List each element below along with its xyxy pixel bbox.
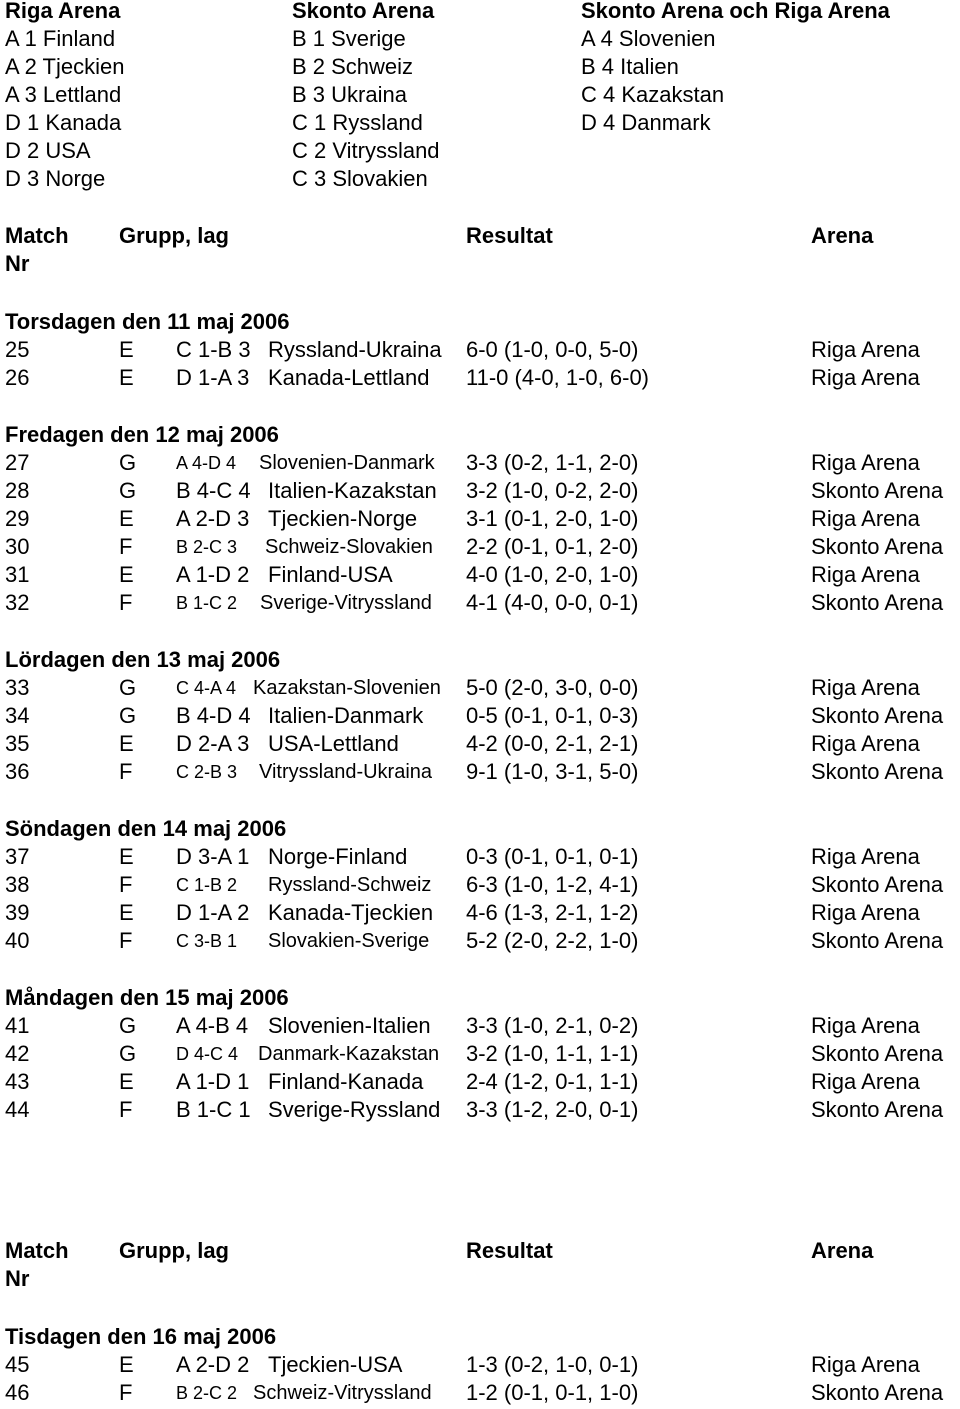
game-result: 1-2 (0-1, 0-1, 1-0): [466, 1380, 639, 1405]
game-arena: Skonto Arena: [811, 534, 944, 559]
game-nr: 34: [5, 703, 30, 728]
game-result: 3-2 (1-0, 1-1, 1-1): [466, 1041, 639, 1066]
game-arena: Skonto Arena: [811, 928, 944, 953]
game-nr: 35: [5, 731, 30, 756]
game-teams: Kanada-Tjeckien: [268, 900, 434, 925]
game-group: G: [119, 478, 137, 503]
game-arena: Riga Arena: [811, 337, 920, 362]
game-result: 11-0 (4-0, 1-0, 6-0): [466, 365, 650, 390]
day-title: Fredagen den 12 maj 2006: [5, 422, 279, 447]
game-teams: Ryssland-Schweiz: [268, 874, 432, 896]
game-nr: 33: [5, 675, 30, 700]
game-pair: B 1-C 1: [176, 1097, 251, 1122]
game-arena: Riga Arena: [811, 1069, 920, 1094]
game-group: F: [119, 1380, 133, 1405]
game-result: 0-3 (0-1, 0-1, 0-1): [466, 844, 639, 869]
arena-column-title: Skonto Arena och Riga Arena: [581, 0, 890, 23]
game-result: 3-3 (0-2, 1-1, 2-0): [466, 450, 639, 475]
game-nr: 42: [5, 1041, 30, 1066]
game-nr: 26: [5, 365, 30, 390]
game-nr: 28: [5, 478, 30, 503]
game-nr: 36: [5, 759, 30, 784]
game-group: G: [119, 450, 137, 475]
game-group: E: [119, 844, 134, 869]
game-result: 5-2 (2-0, 2-2, 1-0): [466, 928, 639, 953]
arena-team-item: C 1 Ryssland: [292, 110, 423, 135]
game-teams: Kazakstan-Slovenien: [253, 677, 441, 699]
game-group: E: [119, 1069, 134, 1094]
game-nr: 38: [5, 872, 30, 897]
game-group: G: [119, 675, 137, 700]
game-result: 1-3 (0-2, 1-0, 0-1): [466, 1352, 639, 1377]
game-group: G: [119, 703, 137, 728]
game-pair: A 4-D 4: [176, 453, 237, 473]
game-result: 3-3 (1-0, 2-1, 0-2): [466, 1013, 639, 1038]
game-nr: 46: [5, 1380, 30, 1405]
game-group: G: [119, 1013, 137, 1038]
game-nr: 30: [5, 534, 30, 559]
arena-team-item: B 3 Ukraina: [292, 82, 407, 107]
game-pair: B 4-C 4: [176, 478, 251, 503]
game-pair: A 2-D 2: [176, 1352, 250, 1377]
game-group: E: [119, 506, 134, 531]
game-pair: C 1-B 3: [176, 337, 251, 362]
game-arena: Skonto Arena: [811, 1380, 944, 1405]
game-arena: Skonto Arena: [811, 759, 944, 784]
game-teams: Danmark-Kazakstan: [258, 1043, 440, 1065]
game-teams: Schweiz-Vitryssland: [253, 1382, 432, 1404]
header-match: Match: [5, 1238, 69, 1263]
arena-team-item: A 4 Slovenien: [581, 26, 716, 51]
game-pair: A 4-B 4: [176, 1013, 249, 1038]
game-group: F: [119, 534, 133, 559]
arena-team-item: D 2 USA: [5, 138, 91, 163]
game-arena: Riga Arena: [811, 1352, 920, 1377]
game-group: E: [119, 337, 134, 362]
game-teams: Vitryssland-Ukraina: [259, 761, 433, 783]
game-nr: 45: [5, 1352, 30, 1377]
game-arena: Skonto Arena: [811, 1041, 944, 1066]
game-pair: D 1-A 2: [176, 900, 250, 925]
game-group: E: [119, 900, 134, 925]
game-group: F: [119, 872, 133, 897]
game-teams: Finland-Kanada: [268, 1069, 424, 1094]
arena-team-item: A 2 Tjeckien: [5, 54, 125, 79]
game-nr: 27: [5, 450, 30, 475]
game-result: 0-5 (0-1, 0-1, 0-3): [466, 703, 639, 728]
game-arena: Riga Arena: [811, 900, 920, 925]
arena-team-item: B 1 Sverige: [292, 26, 406, 51]
game-teams: Sverige-Ryssland: [268, 1097, 441, 1122]
arena-team-item: D 3 Norge: [5, 166, 106, 191]
header-nr: Nr: [5, 251, 30, 276]
game-teams: Finland-USA: [268, 562, 393, 587]
game-nr: 32: [5, 590, 30, 615]
game-nr: 40: [5, 928, 30, 953]
game-result: 6-3 (1-0, 1-2, 4-1): [466, 872, 639, 897]
game-arena: Riga Arena: [811, 506, 920, 531]
game-pair: A 1-D 1: [176, 1069, 250, 1094]
game-arena: Riga Arena: [811, 844, 920, 869]
game-pair: B 2-C 2: [176, 1383, 238, 1403]
arena-team-item: C 2 Vitryssland: [292, 138, 440, 163]
game-group: G: [119, 1041, 137, 1066]
game-result: 3-3 (1-2, 2-0, 0-1): [466, 1097, 639, 1122]
game-teams: Italien-Kazakstan: [268, 478, 437, 503]
game-pair: C 2-B 3: [176, 762, 238, 782]
header-match: Match: [5, 223, 69, 248]
day-title: Tisdagen den 16 maj 2006: [5, 1324, 277, 1349]
game-result: 4-1 (4-0, 0-0, 0-1): [466, 590, 639, 615]
arena-team-item: A 1 Finland: [5, 26, 116, 51]
arena-team-item: B 2 Schweiz: [292, 54, 414, 79]
game-nr: 41: [5, 1013, 30, 1038]
game-pair: B 2-C 3: [176, 537, 238, 557]
arena-column-title: Riga Arena: [5, 0, 121, 23]
game-pair: B 1-C 2: [176, 593, 238, 613]
header-group: Grupp, lag: [119, 1238, 229, 1263]
arena-team-item: B 4 Italien: [581, 54, 679, 79]
game-result: 9-1 (1-0, 3-1, 5-0): [466, 759, 639, 784]
game-nr: 29: [5, 506, 30, 531]
game-result: 6-0 (1-0, 0-0, 5-0): [466, 337, 639, 362]
game-pair: A 2-D 3: [176, 506, 250, 531]
game-pair: D 2-A 3: [176, 731, 250, 756]
game-pair: D 4-C 4: [176, 1044, 239, 1064]
game-teams: Slovakien-Sverige: [268, 930, 430, 952]
game-result: 4-6 (1-3, 2-1, 1-2): [466, 900, 639, 925]
game-pair: D 1-A 3: [176, 365, 250, 390]
game-pair: C 4-A 4: [176, 678, 237, 698]
game-group: F: [119, 1097, 133, 1122]
day-title: Torsdagen den 11 maj 2006: [5, 309, 290, 334]
game-result: 5-0 (2-0, 3-0, 0-0): [466, 675, 639, 700]
game-pair: A 1-D 2: [176, 562, 250, 587]
game-nr: 37: [5, 844, 30, 869]
game-result: 2-4 (1-2, 0-1, 1-1): [466, 1069, 639, 1094]
game-teams: Ryssland-Ukraina: [268, 337, 442, 362]
game-teams: USA-Lettland: [268, 731, 399, 756]
game-arena: Skonto Arena: [811, 703, 944, 728]
game-result: 4-2 (0-0, 2-1, 2-1): [466, 731, 639, 756]
game-teams: Tjeckien-USA: [268, 1352, 403, 1377]
game-teams: Schweiz-Slovakien: [265, 536, 433, 558]
game-group: E: [119, 562, 134, 587]
game-pair: B 4-D 4: [176, 703, 251, 728]
header-result: Resultat: [466, 1238, 553, 1263]
game-group: F: [119, 590, 133, 615]
game-nr: 25: [5, 337, 30, 362]
arena-column-title: Skonto Arena: [292, 0, 435, 23]
game-nr: 44: [5, 1097, 30, 1122]
day-title: Måndagen den 15 maj 2006: [5, 985, 289, 1010]
game-teams: Italien-Danmark: [268, 703, 424, 728]
game-group: E: [119, 731, 134, 756]
arena-team-item: D 4 Danmark: [581, 110, 711, 135]
game-teams: Kanada-Lettland: [268, 365, 430, 390]
game-result: 2-2 (0-1, 0-1, 2-0): [466, 534, 639, 559]
game-nr: 39: [5, 900, 30, 925]
game-result: 3-2 (1-0, 0-2, 2-0): [466, 478, 639, 503]
game-arena: Skonto Arena: [811, 872, 944, 897]
header-nr: Nr: [5, 1266, 30, 1291]
arena-team-item: C 3 Slovakien: [292, 166, 428, 191]
arena-team-item: C 4 Kazakstan: [581, 82, 725, 107]
day-title: Söndagen den 14 maj 2006: [5, 816, 287, 841]
game-teams: Slovenien-Italien: [268, 1013, 431, 1038]
header-arena: Arena: [811, 223, 874, 248]
header-group: Grupp, lag: [119, 223, 229, 248]
game-group: E: [119, 365, 134, 390]
game-teams: Slovenien-Danmark: [259, 452, 435, 474]
game-teams: Sverige-Vitryssland: [260, 592, 432, 614]
game-arena: Riga Arena: [811, 562, 920, 587]
game-group: F: [119, 928, 133, 953]
game-nr: 31: [5, 562, 30, 587]
game-arena: Riga Arena: [811, 731, 920, 756]
game-arena: Riga Arena: [811, 675, 920, 700]
game-pair: C 3-B 1: [176, 931, 238, 951]
header-result: Resultat: [466, 223, 553, 248]
game-arena: Skonto Arena: [811, 1097, 944, 1122]
game-arena: Riga Arena: [811, 365, 920, 390]
game-result: 4-0 (1-0, 2-0, 1-0): [466, 562, 639, 587]
arena-team-item: D 1 Kanada: [5, 110, 122, 135]
game-result: 3-1 (0-1, 2-0, 1-0): [466, 506, 639, 531]
game-arena: Riga Arena: [811, 1013, 920, 1038]
header-arena: Arena: [811, 1238, 874, 1263]
game-arena: Skonto Arena: [811, 478, 944, 503]
day-title: Lördagen den 13 maj 2006: [5, 647, 281, 672]
game-arena: Riga Arena: [811, 450, 920, 475]
game-teams: Norge-Finland: [268, 844, 408, 869]
game-group: E: [119, 1352, 134, 1377]
game-group: F: [119, 759, 133, 784]
game-teams: Tjeckien-Norge: [268, 506, 418, 531]
arena-team-item: A 3 Lettland: [5, 82, 122, 107]
game-pair: D 3-A 1: [176, 844, 250, 869]
game-pair: C 1-B 2: [176, 875, 238, 895]
game-nr: 43: [5, 1069, 30, 1094]
game-arena: Skonto Arena: [811, 590, 944, 615]
